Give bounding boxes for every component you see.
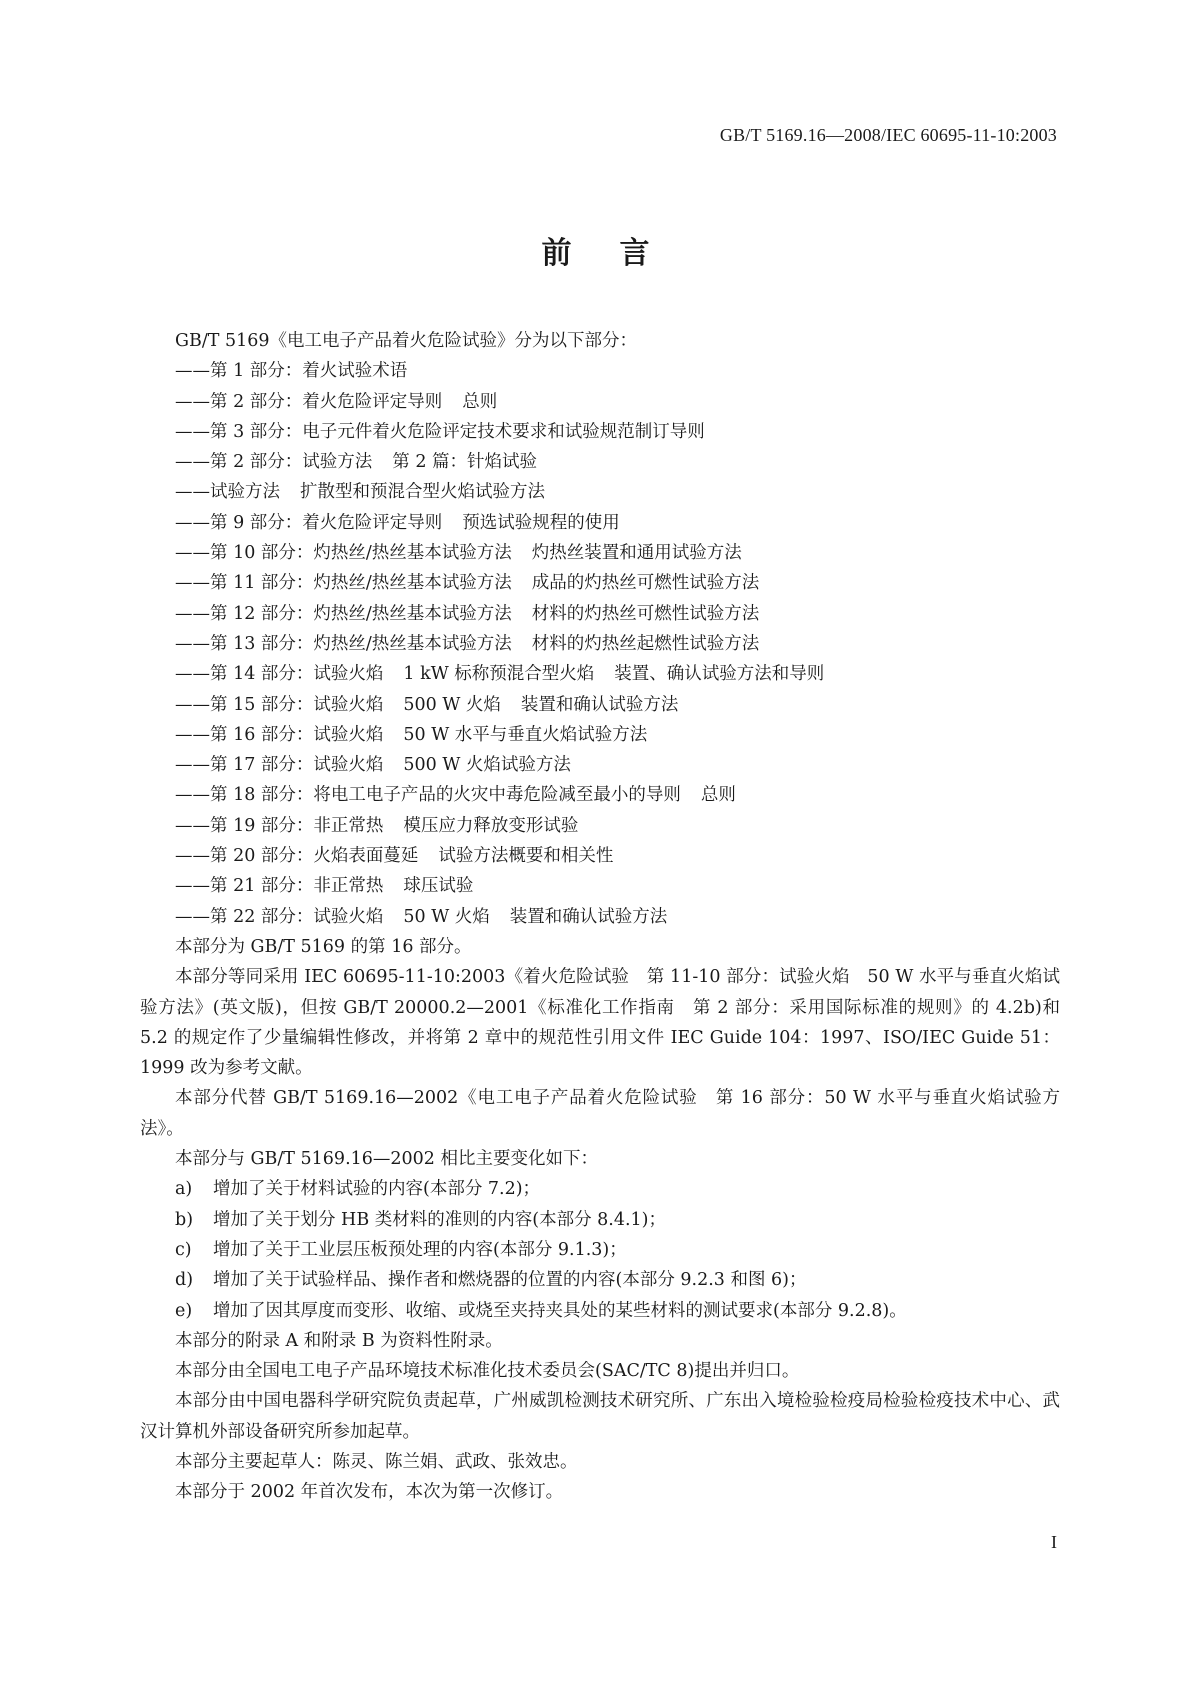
list-item: ——第 14 部分：试验火焰 1 kW 标称预混合型火焰 装置、确认试验方法和导则 xyxy=(175,664,825,685)
list-item: ——第 21 部分：非正常热 球压试验 xyxy=(175,876,474,897)
list-item: ——第 15 部分：试验火焰 500 W 火焰 装置和确认试验方法 xyxy=(175,694,679,715)
paragraph-history: 本部分于 2002 年首次发布，本次为第一次修订。 xyxy=(175,1482,564,1503)
paragraph-drafting-orgs: 本部分由中国电器科学研究院负责起草，广州威凯检测技术研究所、广东出入境检验检疫局检验检疫技术中心、武汉计算机外部设备研究所参加起草。 xyxy=(140,1391,1060,1442)
list-item: ——第 10 部分：灼热丝/热丝基本试验方法 灼热丝装置和通用试验方法 xyxy=(175,543,742,564)
standard-code: GB/T 5169.16—2008/IEC 60695-11-10:2003 xyxy=(719,125,1057,145)
change-item: d) 增加了关于试验样品、操作者和燃烧器的位置的内容(本部分 9.2.3 和图 6)； xyxy=(175,1270,807,1291)
change-item: b) 增加了关于划分 HB 类材料的准则的内容(本部分 8.4.1)； xyxy=(175,1209,666,1230)
paragraph-changes-intro: 本部分与 GB/T 5169.16—2002 相比主要变化如下： xyxy=(175,1149,598,1170)
change-item: e) 增加了因其厚度而变形、收缩、或烧至夹持夹具处的某些材料的测试要求(本部分 9.2.8)。 xyxy=(175,1300,907,1321)
list-item: ——第 12 部分：灼热丝/热丝基本试验方法 材料的灼热丝可燃性试验方法 xyxy=(175,603,760,624)
intro-paragraph: GB/T 5169《电工电子产品着火危险试验》分为以下部分： xyxy=(175,331,638,351)
paragraph-proposer: 本部分由全国电工电子产品环境技术标准化技术委员会(SAC/TC 8)提出并归口。 xyxy=(175,1361,800,1382)
list-item: ——第 17 部分：试验火焰 500 W 火焰试验方法 xyxy=(175,755,571,776)
change-item: a) 增加了关于材料试验的内容(本部分 7.2)； xyxy=(175,1179,541,1200)
page-title: 前言 xyxy=(541,236,698,271)
change-item: c) 增加了关于工业层压板预处理的内容(本部分 9.1.3)； xyxy=(175,1239,627,1260)
list-item: ——第 2 部分：试验方法 第 2 篇：针焰试验 xyxy=(175,452,538,473)
paragraph-annexes: 本部分的附录 A 和附录 B 为资料性附录。 xyxy=(175,1330,503,1351)
document-body xyxy=(140,326,1060,1508)
paragraph-replaces: 本部分代替 GB/T 5169.16—2002《电工电子产品着火危险试验 第 16 部分：50 W 水平与垂直火焰试验方法》。 xyxy=(140,1088,1060,1139)
paragraph-adoption: 本部分等同采用 IEC 60695-11-10:2003《着火危险试验 第 11-10 部分：试验火焰 50 W 水平与垂直火焰试验方法》(英文版)，但按 GB/T 20000.2—2001《标准化工作指南 第 2 部分：采用国际标准的规则》的 4.2b)和 5.2 的规定作了少量编辑性修改，并将第 2 章中的规范性引用文件 IEC Guide 104：1997、ISO/IEC Guide 51：1999 改为参考文献。 xyxy=(140,967,1060,1079)
page-number: I xyxy=(1051,1532,1057,1552)
list-item: ——第 18 部分：将电工电子产品的火灾中毒危险减至最小的导则 总则 xyxy=(175,785,736,806)
list-item: ——第 16 部分：试验火焰 50 W 水平与垂直火焰试验方法 xyxy=(175,724,648,745)
list-item: ——第 19 部分：非正常热 模压应力释放变形试验 xyxy=(175,815,579,836)
list-item: ——试验方法 扩散型和预混合型火焰试验方法 xyxy=(175,482,545,503)
parts-list xyxy=(140,356,1060,932)
list-item: ——第 1 部分：着火试验术语 xyxy=(175,361,408,382)
paragraph-part-number: 本部分为 GB/T 5169 的第 16 部分。 xyxy=(175,936,472,957)
list-item: ——第 2 部分：着火危险评定导则 总则 xyxy=(175,391,498,412)
list-item: ——第 13 部分：灼热丝/热丝基本试验方法 材料的灼热丝起燃性试验方法 xyxy=(175,633,760,654)
changes-list xyxy=(140,1174,1060,1325)
list-item: ——第 22 部分：试验火焰 50 W 火焰 装置和确认试验方法 xyxy=(175,906,668,927)
list-item: ——第 11 部分：灼热丝/热丝基本试验方法 成品的灼热丝可燃性试验方法 xyxy=(175,573,760,594)
list-item: ——第 3 部分：电子元件着火危险评定技术要求和试验规范制订导则 xyxy=(175,421,705,442)
paragraph-drafters: 本部分主要起草人：陈灵、陈兰娟、武政、张效忠。 xyxy=(175,1451,578,1472)
list-item: ——第 9 部分：着火危险评定导则 预选试验规程的使用 xyxy=(175,512,620,533)
list-item: ——第 20 部分：火焰表面蔓延 试验方法概要和相关性 xyxy=(175,846,614,867)
